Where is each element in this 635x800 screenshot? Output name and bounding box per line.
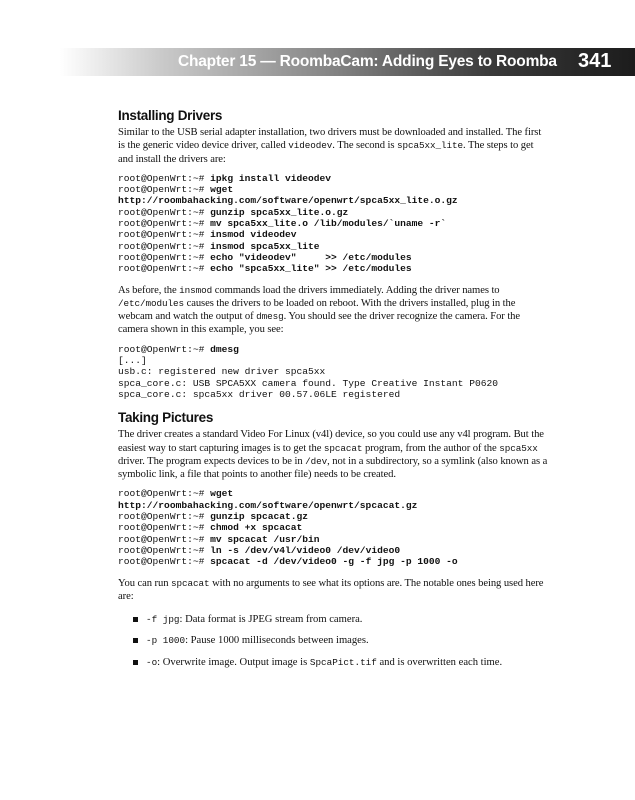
- code-command: mv spcacat /usr/bin: [210, 533, 320, 545]
- code-prompt: root@OpenWrt:~#: [118, 172, 211, 184]
- code-command: echo "spca5xx_lite" >> /etc/modules: [210, 263, 412, 275]
- code-block-spcacat-install: [118, 488, 548, 567]
- code-command: http://roombahacking.com/software/openwrt/spcacat.gz: [118, 499, 418, 511]
- text-run: . The second is: [332, 140, 398, 152]
- code-prompt: spca_core.c: spca5xx driver 00.57.06LE registered: [118, 388, 401, 400]
- chapter-title: Chapter 15 — RoombaCam: Adding Eyes to Roomba: [178, 53, 557, 70]
- inline-code: SpcaPict.tif: [309, 656, 377, 668]
- code-line: [118, 488, 233, 499]
- code-line: [118, 195, 458, 206]
- code-prompt: root@OpenWrt:~#: [118, 511, 211, 523]
- code-prompt: [...]: [118, 355, 147, 367]
- code-line: [118, 184, 233, 195]
- inline-code: insmod: [179, 284, 213, 296]
- code-line: [118, 241, 320, 252]
- inline-code: /etc/modules: [118, 297, 184, 309]
- bullet-square-icon: [133, 638, 138, 643]
- bullet-item-text: [146, 614, 362, 625]
- code-command: http://roombahacking.com/software/openwrt/spca5xx_lite.o.gz: [118, 195, 458, 207]
- code-line: [118, 229, 296, 240]
- text-run: causes the drivers to be loaded on reboot. With the drivers installed, plug in the webcam and watch the output of: [118, 297, 516, 323]
- text-run: , not in a subdirectory, so a symlink (also known as a symbolic link, a file that points to another file) needs to be created.: [118, 455, 548, 481]
- text-run: commands load the drivers immediately. Adding the driver names to: [212, 284, 500, 296]
- code-line: [118, 355, 147, 366]
- section-heading-installing-drivers: Installing Drivers: [118, 108, 223, 123]
- code-command: dmesg: [210, 343, 239, 355]
- text-run: : Data format is JPEG stream from camera.: [179, 614, 363, 626]
- code-prompt: root@OpenWrt:~#: [118, 251, 211, 263]
- text-run: Similar to the USB serial adapter installation, two drivers must be downloaded and installed. The first is the generic video device driver, called: [118, 127, 542, 152]
- code-line: [118, 263, 412, 274]
- text-run: As before, the: [118, 284, 180, 296]
- text-run: You can run: [118, 577, 171, 589]
- inline-code: -o: [146, 656, 158, 668]
- code-line: [118, 252, 412, 263]
- code-prompt: root@OpenWrt:~#: [118, 206, 211, 218]
- code-command: wget: [210, 184, 234, 196]
- inline-code: /dev: [305, 455, 328, 467]
- code-line: [118, 522, 302, 533]
- text-run: The driver creates a standard Video For Linux (v4l) device, so you could use any v4l program. But the easiest way to start capturing images is to get the: [118, 429, 544, 454]
- code-line: [118, 378, 498, 389]
- text-run: driver. The program expects devices to be in: [118, 455, 306, 467]
- text-run: : Pause 1000 milliseconds between images.: [185, 635, 369, 647]
- code-command: chmod +x spcacat: [210, 522, 303, 534]
- code-prompt: root@OpenWrt:~#: [118, 184, 211, 196]
- text-run: with no arguments to see what its options are. The notable ones being used here are:: [118, 577, 544, 602]
- text-run: and is overwritten each time.: [376, 656, 503, 668]
- code-block-dmesg-output: [118, 344, 548, 400]
- code-command: gunzip spcacat.gz: [210, 511, 308, 523]
- inline-code: -f jpg: [146, 614, 180, 626]
- spcacat-options-paragraph: [118, 577, 548, 604]
- code-line: [118, 218, 446, 229]
- inline-code: spca5xx_lite: [397, 140, 464, 152]
- code-command: mv spca5xx_lite.o /lib/modules/`uname -r`: [210, 218, 447, 230]
- code-command: echo "videodev" >> /etc/modules: [210, 251, 412, 263]
- inline-code: videodev: [288, 140, 333, 152]
- code-prompt: root@OpenWrt:~#: [118, 343, 211, 355]
- bullet-item-overwrite: [118, 656, 548, 669]
- bullet-square-icon: [133, 660, 138, 665]
- code-prompt: usb.c: registered new driver spca5xx: [118, 366, 326, 378]
- inline-code: dmesg: [256, 311, 284, 323]
- inline-code: spca5xx: [499, 442, 538, 454]
- options-bullet-list: [118, 613, 548, 669]
- installing-drivers-intro: [118, 126, 548, 166]
- text-run: . The steps to get and install the drivers are:: [118, 140, 534, 165]
- code-prompt: root@OpenWrt:~#: [118, 522, 211, 534]
- text-run: . You should see the driver recognize the camera. For the camera shown in this example, you see:: [118, 311, 521, 336]
- code-prompt: root@OpenWrt:~#: [118, 488, 211, 500]
- taking-pictures-intro: [118, 428, 548, 481]
- code-line: [118, 207, 348, 218]
- code-block-install-drivers: [118, 173, 548, 275]
- code-command: spcacat -d /dev/video0 -g -f jpg -p 1000 -o: [210, 556, 458, 568]
- code-prompt: spca_core.c: USB SPCA5XX camera found. Type Creative Instant P0620: [118, 377, 498, 389]
- code-line: [118, 545, 400, 556]
- code-prompt: root@OpenWrt:~#: [118, 240, 211, 252]
- bullet-item-text: [146, 635, 369, 646]
- code-line: [118, 534, 320, 545]
- text-run: program, from the author of the: [362, 442, 500, 454]
- code-command: ln -s /dev/v4l/video0 /dev/video0: [210, 544, 401, 556]
- bullet-item-pause: [118, 634, 548, 647]
- code-prompt: root@OpenWrt:~#: [118, 229, 211, 241]
- code-command: insmod spca5xx_lite: [210, 240, 320, 252]
- bullet-item-format: [118, 613, 548, 626]
- code-prompt: root@OpenWrt:~#: [118, 218, 211, 230]
- code-command: ipkg install videodev: [210, 172, 332, 184]
- code-command: gunzip spca5xx_lite.o.gz: [210, 206, 349, 218]
- inline-code: -p 1000: [146, 635, 186, 647]
- inline-code: spcacat: [171, 577, 210, 589]
- code-line: [118, 389, 400, 400]
- code-command: insmod videodev: [210, 229, 297, 241]
- section-heading-taking-pictures: Taking Pictures: [118, 410, 214, 426]
- code-prompt: root@OpenWrt:~#: [118, 263, 211, 275]
- code-line: [118, 556, 458, 567]
- code-command: wget: [210, 488, 234, 500]
- code-line: [118, 511, 308, 522]
- text-run: : Overwrite image. Output image is: [157, 656, 310, 668]
- code-prompt: root@OpenWrt:~#: [118, 533, 211, 545]
- inline-code: spcacat: [323, 442, 363, 454]
- code-line: [118, 500, 417, 511]
- page-number: 341: [578, 50, 612, 72]
- insmod-explanation-paragraph: [118, 284, 548, 337]
- code-prompt: root@OpenWrt:~#: [118, 556, 211, 568]
- bullet-square-icon: [133, 617, 138, 622]
- code-prompt: root@OpenWrt:~#: [118, 544, 211, 556]
- code-line: [118, 173, 331, 184]
- code-line: [118, 366, 325, 377]
- page-content: [118, 108, 548, 669]
- bullet-item-text: [146, 657, 502, 668]
- code-line: [118, 344, 239, 355]
